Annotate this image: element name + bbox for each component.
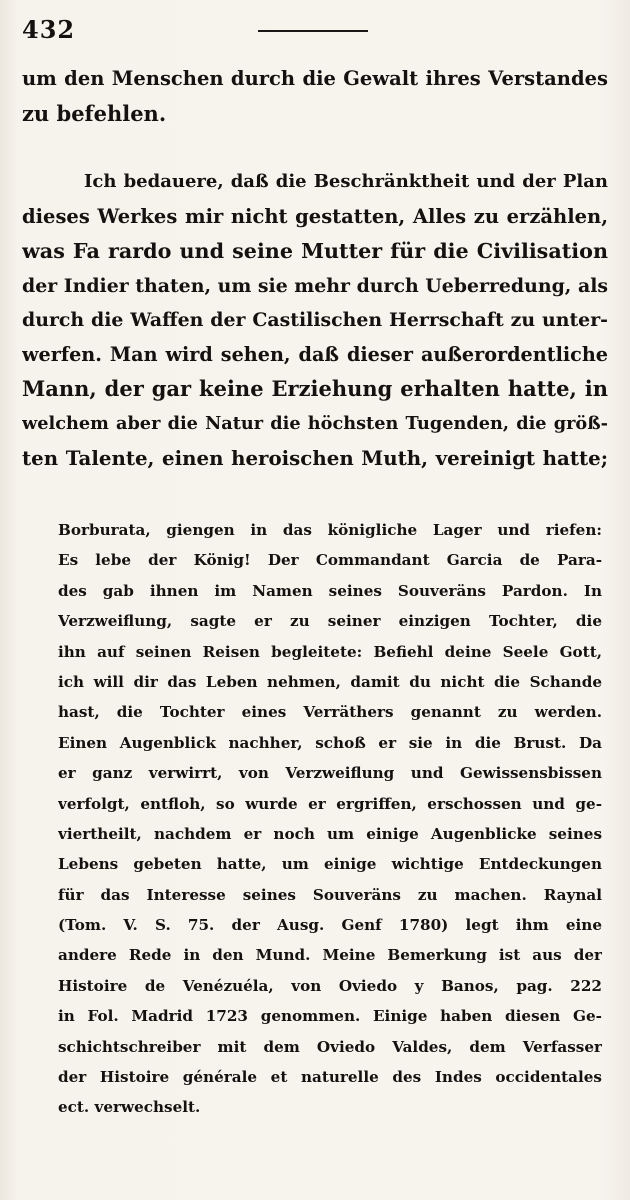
footnote-line: hast, die Tochter eines Verräthers genannt zu werden. — [58, 703, 602, 722]
footnote-line: der Histoire générale et naturelle des Indes occidentales — [58, 1068, 602, 1087]
footnote-line: (Tom. V. S. 75. der Ausg. Genf 1780) legt ihm eine — [58, 916, 602, 935]
footnote-line: Lebens gebeten hatte, um einige wichtige Entdeckungen — [58, 855, 602, 874]
footnote-line: ich will dir das Leben nehmen, damit du nicht die Schande — [58, 672, 602, 691]
main-line: durch die Waffen der Castilischen Herrschaft zu unter- — [22, 309, 608, 331]
main-line: welchem aber die Natur die höchsten Tugenden, die größ- — [22, 412, 608, 434]
main-line: Mann, der gar keine Erziehung erhalten hatte, in — [22, 376, 608, 401]
footnote-line: verfolgt, entfloh, so wurde er ergriffen, erschossen und ge- — [58, 794, 602, 813]
footnote-line: in Fol. Madrid 1723 genommen. Einige haben diesen Ge- — [58, 1007, 602, 1026]
footnote-line: für das Interesse seines Souveräns zu machen. Raynal — [58, 885, 602, 904]
footnote-line: viertheilt, nachdem er noch um einige Augenblicke seines — [58, 824, 602, 843]
footnote-line: schichtschreiber mit dem Oviedo Valdes, dem Verfasser — [58, 1037, 602, 1056]
footnote-line: Histoire de Venézuéla, von Oviedo y Banos, pag. 222 — [58, 976, 602, 995]
main-line: ten Talente, einen heroischen Muth, vereinigt hatte; — [22, 446, 608, 470]
main-line: Ich bedauere, daß die Beschränktheit und der Plan — [84, 171, 608, 192]
page-number: 432 — [22, 15, 76, 44]
main-line: werfen. Man wird sehen, daß dieser außerordentliche — [22, 342, 608, 366]
main-line: was Fa rardo und seine Mutter für die Civilisation — [22, 239, 608, 263]
footnote-line: andere Rede in den Mund. Meine Bemerkung ist aus der — [58, 946, 602, 965]
header-rule — [258, 30, 368, 32]
main-line: dieses Werkes mir nicht gestatten, Alles zu erzählen, — [22, 204, 608, 228]
footnote-line: er ganz verwirrt, von Verzweiflung und Gewissensbissen — [58, 764, 602, 783]
footnote-line: des gab ihnen im Namen seines Souveräns Pardon. In — [58, 581, 602, 600]
main-line: zu befehlen. — [22, 100, 167, 126]
main-line: der Indier thaten, um sie mehr durch Ueberredung, als — [22, 274, 608, 297]
footnote-line: ect. verwechselt. — [58, 1098, 201, 1117]
footnote-line: Verzweiflung, sagte er zu seiner einzigen Tochter, die — [58, 612, 602, 631]
main-text — [22, 62, 608, 476]
footnote-line: Borburata, giengen in das königliche Lager und riefen: — [58, 521, 602, 539]
paragraph-gap — [22, 131, 608, 165]
footnote-line: Einen Augenblick nachher, schoß er sie in die Brust. Da — [58, 733, 602, 752]
footnote-line: ihn auf seinen Reisen begleitete: Befiehl deine Seele Gott, — [58, 642, 602, 661]
footnote-line: Es lebe der König! Der Commandant Garcia de Para- — [58, 551, 602, 570]
footnote — [58, 515, 602, 1123]
main-line: um den Menschen durch die Gewalt ihres Verstandes — [22, 67, 608, 90]
